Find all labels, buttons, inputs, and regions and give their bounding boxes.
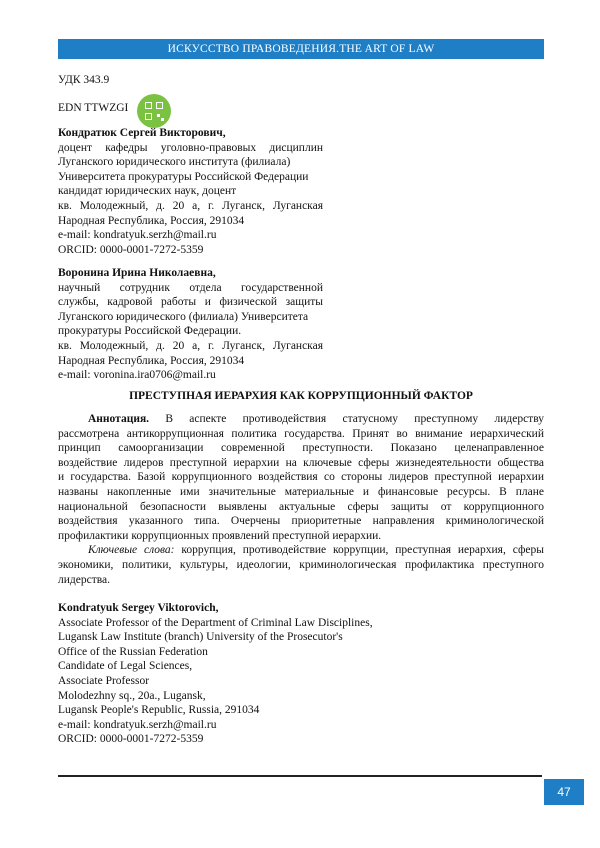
- author-ru-1-orcid: ORCID: 0000-0001-7272-5359: [58, 243, 204, 256]
- author-en-line: Office of the Russian Federation: [58, 645, 208, 658]
- keywords-first-line: [88, 543, 544, 558]
- author-ru-1-line: кандидат юридических наук, доцент: [58, 185, 237, 198]
- author-ru-1-line: Народная Республика, Россия, 291034: [58, 214, 245, 227]
- author-ru-1-line: доцент кафедры уголовно-правовых дисциплин: [58, 141, 323, 154]
- author-en-line: Lugansk Law Institute (branch) University of the Prosecutor's: [58, 631, 343, 644]
- author-en-orcid: ORCID: 0000-0001-7272-5359: [58, 733, 204, 746]
- abstract-first-line: [88, 412, 544, 427]
- author-en-line: Associate Professor: [58, 674, 150, 687]
- abstract-line: рассмотрена антикоррупционная политика государства. Принят во внимание иерархический: [58, 427, 544, 440]
- abstract-body: [58, 427, 544, 544]
- author-ru-2-line: научный сотрудник отдела государственной: [58, 281, 323, 294]
- author-ru-2-line: прокуратуры Российской Федерации.: [58, 325, 242, 338]
- keywords-line: экономики, политики, культуры, идеологии, криминологическая профилактика преступного: [58, 559, 544, 571]
- author-en: [58, 601, 458, 747]
- abstract-label: Аннотация.: [88, 413, 150, 425]
- author-en-line: Associate Professor of the Department of Criminal Law Disciplines,: [58, 616, 373, 629]
- keywords-body: [58, 558, 544, 587]
- author-ru-2-email: e-mail: voronina.ira0706@mail.ru: [58, 369, 216, 382]
- abstract-line: воздействие лидеров преступной иерархии на ключевые сферы жизнедеятельности общества: [58, 456, 544, 469]
- author-ru-2-line: службы, кадровой работы и физической защиты: [58, 296, 323, 309]
- author-ru-1-line: Университета прокуратуры Российской Федерации: [58, 170, 309, 183]
- author-ru-2-line: Луганского юридического (филиала) Университета: [58, 310, 309, 323]
- author-en-name: Kondratyuk Sergey Viktorovich,: [58, 602, 219, 614]
- footer-divider: [58, 775, 542, 777]
- qr-code-icon[interactable]: [137, 94, 171, 128]
- abstract-line: принцип самоорганизации современной преступности. Показано целенаправленное: [58, 442, 544, 455]
- author-ru-2-line: кв. Молодежный, д. 20 а, г. Луганск, Луганская: [58, 339, 323, 352]
- author-en-line: Candidate of Legal Sciences,: [58, 660, 193, 673]
- author-ru-2-line: Народная Республика, Россия, 291034: [58, 354, 245, 367]
- author-ru-1-name: Кондратюк Сергей Викторович,: [58, 127, 226, 139]
- abstract-line: и государства. Базой коррупционного воздействия со стороны лидеров преступной иерархии: [58, 471, 544, 484]
- author-ru-1: [58, 126, 323, 257]
- abstract-line: национальной безопасности выявлены актуальные сферы защиты от коррупционного: [58, 500, 544, 513]
- keywords-text: коррупция, противодействие коррупции, преступная иерархия, сферы: [181, 544, 545, 557]
- author-ru-1-line: кв. Молодежный, д. 20 а, г. Луганск, Луганская: [58, 199, 323, 212]
- abstract-text: В аспекте противодействия статусному преступному лидерству: [165, 413, 544, 425]
- keywords-line: лидерства.: [58, 573, 110, 586]
- author-en-line: Molodezhny sq., 20a., Lugansk,: [58, 689, 206, 702]
- author-ru-1-line: Луганского юридического института (филиала): [58, 156, 291, 169]
- author-ru-2-name: Воронина Ирина Николаевна,: [58, 267, 216, 279]
- author-ru-2: [58, 266, 323, 383]
- page-number: 47: [544, 779, 584, 805]
- article-title: ПРЕСТУПНАЯ ИЕРАРХИЯ КАК КОРРУПЦИОННЫЙ ФАКТОР: [129, 390, 473, 402]
- journal-header: ИСКУССТВО ПРАВОВЕДЕНИЯ.THE ART OF LAW: [58, 39, 544, 59]
- abstract-line: профилактики коррупционных проявлений преступной иерархии.: [58, 529, 382, 542]
- edn-code: EDN TTWZGI: [58, 102, 129, 114]
- abstract-line: воздействия указанного типа. Очерчены приоритетные направления криминологической: [58, 515, 544, 528]
- author-en-email: e-mail: kondratyuk.serzh@mail.ru: [58, 718, 217, 731]
- author-ru-1-email: e-mail: kondratyuk.serzh@mail.ru: [58, 229, 217, 242]
- keywords-label: Ключевые слова:: [88, 544, 175, 557]
- abstract-line: названы накопленные ими значительные материальные и финансовые ресурсы. В плане: [58, 485, 544, 498]
- author-en-line: Lugansk People's Republic, Russia, 291034: [58, 704, 260, 717]
- udk-code: УДК 343.9: [58, 74, 110, 86]
